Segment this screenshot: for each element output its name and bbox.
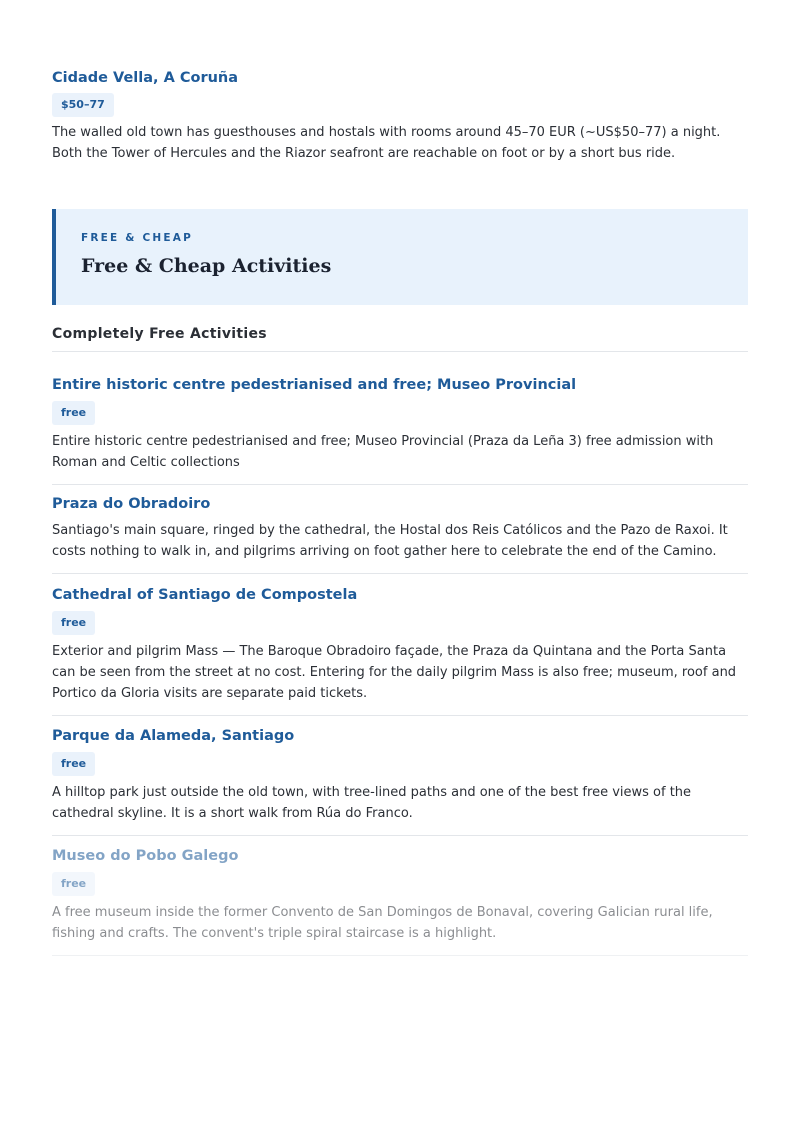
activity-title[interactable]: Parque da Alameda, Santiago (52, 728, 295, 744)
activity-description: A hilltop park just outside the old town, with tree-lined paths and one of the best free views of the cathedral skyline. It is a short walk from Rúa do Franco. (52, 785, 692, 821)
section-eyebrow: FREE & CHEAP (81, 232, 193, 244)
divider (52, 835, 748, 836)
activity-item (52, 846, 748, 956)
activity-description: Exterior and pilgrim Mass — The Baroque Obradoiro façade, the Praza da Quintana and the Porta Santa can be seen from the street at no cost. Entering for the daily pilgrim Mass is also free; museum, roof and Portico da Gloria visits are separate paid tickets. (52, 644, 737, 701)
activity-item (52, 494, 748, 574)
activity-description: Santiago's main square, ringed by the cathedral, the Hostal dos Reis Católicos and the Pazo de Raxoi. It costs nothing to walk in, and pilgrims arriving on foot gather here to celebrate the end of the Camino. (52, 523, 728, 559)
divider (52, 715, 748, 716)
section-banner (52, 209, 748, 305)
divider (52, 955, 748, 956)
activity-title[interactable]: Museo do Pobo Galego (52, 848, 239, 864)
subsection-heading: Completely Free Activities (52, 326, 748, 352)
free-badge: free (52, 611, 95, 635)
free-badge: free (52, 401, 95, 425)
activity-item (52, 726, 748, 836)
divider (52, 484, 748, 485)
activity-title[interactable]: Cathedral of Santiago de Compostela (52, 587, 358, 603)
activity-title[interactable]: Praza do Obradoiro (52, 496, 211, 512)
divider (52, 573, 748, 574)
free-badge: free (52, 872, 95, 896)
section-heading: Free & Cheap Activities (81, 255, 332, 277)
activity-item (52, 585, 748, 716)
accommodation-title[interactable]: Cidade Vella, A Coruña (52, 70, 239, 86)
activity-description: Entire historic centre pedestrianised and free; Museo Provincial (Praza da Leña 3) free admission with Roman and Celtic collections (52, 434, 714, 470)
activity-title[interactable]: Entire historic centre pedestrianised and free; Museo Provincial (52, 377, 577, 393)
accommodation-entry (52, 68, 748, 164)
activity-item (52, 375, 748, 485)
activity-description: A free museum inside the former Convento de San Domingos de Bonaval, covering Galician rural life, fishing and crafts. The convent's triple spiral staircase is a highlight. (52, 905, 713, 941)
accommodation-description: The walled old town has guesthouses and hostals with rooms around 45–70 EUR (~US$50–77) a night. Both the Tower of Hercules and the Riazor seafront are reachable on foot or by a short bus ride. (52, 125, 721, 161)
price-badge: $50–77 (52, 93, 114, 117)
free-badge: free (52, 752, 95, 776)
